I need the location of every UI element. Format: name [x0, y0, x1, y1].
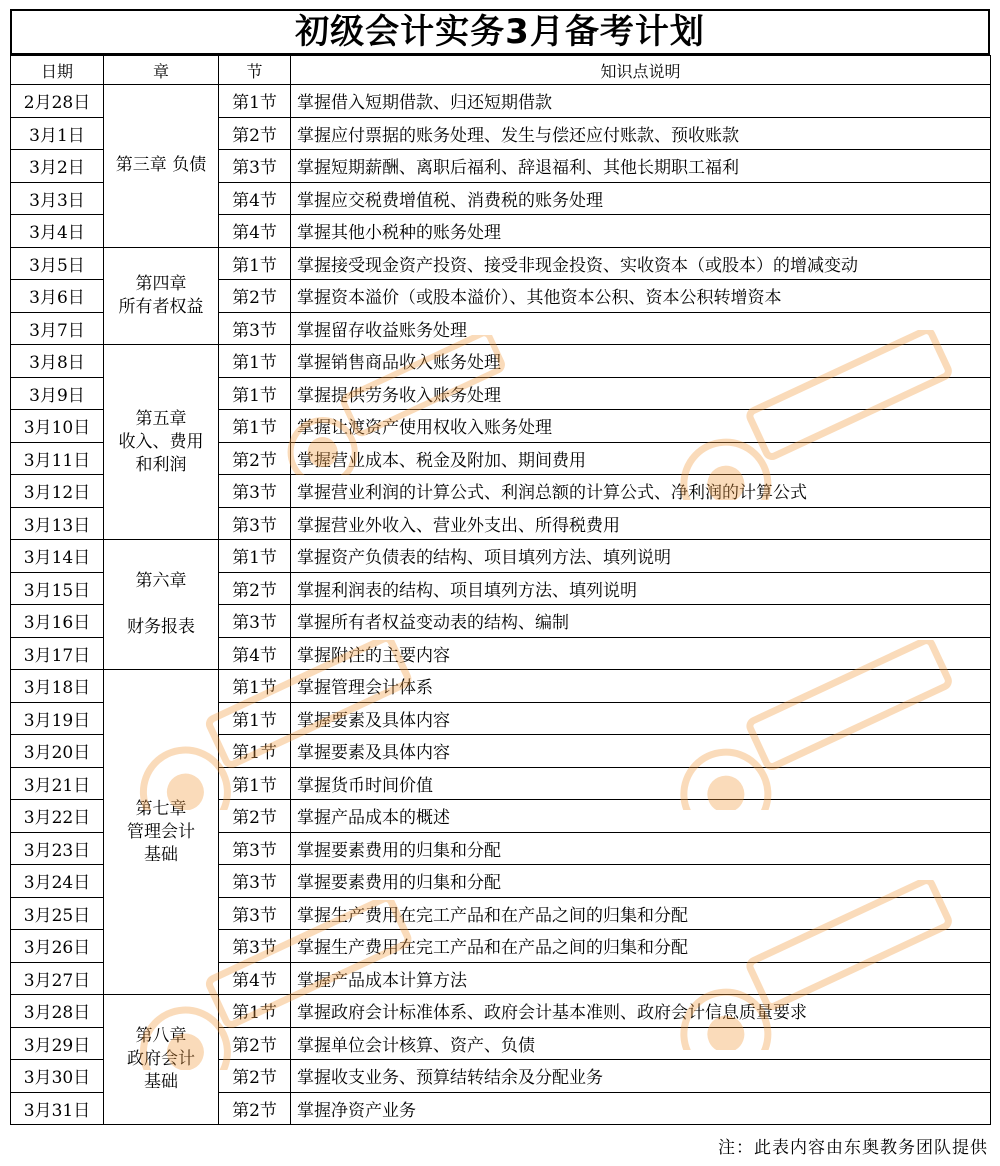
date-cell: 3月4日	[11, 215, 104, 248]
section-cell: 第3节	[219, 150, 291, 183]
date-cell: 3月24日	[11, 865, 104, 898]
table-row	[11, 995, 991, 1028]
page-title: 初级会计实务3月备考计划	[10, 9, 990, 55]
section-cell: 第1节	[219, 377, 291, 410]
chapter-cell	[104, 247, 219, 345]
description-cell: 掌握留存收益账务处理	[291, 312, 991, 345]
date-cell: 3月30日	[11, 1060, 104, 1093]
chapter-cell	[104, 345, 219, 540]
description-cell: 掌握营业成本、税金及附加、期间费用	[291, 442, 991, 475]
section-cell: 第4节	[219, 962, 291, 995]
description-cell: 掌握利润表的结构、项目填列方法、填列说明	[291, 572, 991, 605]
table-row	[11, 540, 991, 573]
description-cell: 掌握要素费用的归集和分配	[291, 865, 991, 898]
plan-sheet	[10, 9, 990, 1125]
date-cell: 3月5日	[11, 247, 104, 280]
description-cell: 掌握营业利润的计算公式、利润总额的计算公式、净利润的计算公式	[291, 475, 991, 508]
date-cell: 3月9日	[11, 377, 104, 410]
chapter-line: 第八章	[135, 1026, 187, 1046]
date-cell: 3月27日	[11, 962, 104, 995]
description-cell: 掌握短期薪酬、离职后福利、辞退福利、其他长期职工福利	[291, 150, 991, 183]
section-cell: 第1节	[219, 995, 291, 1028]
chapter-line: 第三章 负债	[115, 155, 207, 176]
description-cell: 掌握管理会计体系	[291, 670, 991, 703]
date-cell: 3月25日	[11, 897, 104, 930]
description-cell: 掌握销售商品收入账务处理	[291, 345, 991, 378]
date-cell: 3月1日	[11, 117, 104, 150]
section-cell: 第2节	[219, 1027, 291, 1060]
section-cell: 第4节	[219, 637, 291, 670]
chapter-cell	[104, 670, 219, 995]
description-cell: 掌握货币时间价值	[291, 767, 991, 800]
description-cell: 掌握产品成本的概述	[291, 800, 991, 833]
date-cell: 3月23日	[11, 832, 104, 865]
date-cell: 3月20日	[11, 735, 104, 768]
date-cell: 3月15日	[11, 572, 104, 605]
chapter-line: 基础	[144, 844, 178, 865]
section-cell: 第1节	[219, 85, 291, 118]
section-cell: 第3节	[219, 930, 291, 963]
plan-table	[10, 55, 991, 1125]
date-cell: 3月21日	[11, 767, 104, 800]
date-cell: 3月13日	[11, 507, 104, 540]
section-cell: 第3节	[219, 605, 291, 638]
date-cell: 3月17日	[11, 637, 104, 670]
section-cell: 第1节	[219, 410, 291, 443]
description-cell: 掌握生产费用在完工产品和在产品之间的归集和分配	[291, 897, 991, 930]
chapter-cell	[104, 85, 219, 248]
description-cell: 掌握营业外收入、营业外支出、所得税费用	[291, 507, 991, 540]
section-cell: 第3节	[219, 832, 291, 865]
section-cell: 第1节	[219, 247, 291, 280]
description-cell: 掌握收支业务、预算结转结余及分配业务	[291, 1060, 991, 1093]
date-cell: 3月29日	[11, 1027, 104, 1060]
section-cell: 第1节	[219, 670, 291, 703]
date-cell: 3月16日	[11, 605, 104, 638]
section-cell: 第2节	[219, 800, 291, 833]
plan-body	[11, 85, 991, 1125]
chapter-line: 和利润	[135, 454, 187, 475]
description-cell: 掌握接受现金资产投资、接受非现金投资、实收资本（或股本）的增减变动	[291, 247, 991, 280]
section-cell: 第3节	[219, 897, 291, 930]
section-cell: 第4节	[219, 215, 291, 248]
date-cell: 3月11日	[11, 442, 104, 475]
description-cell: 掌握借入短期借款、归还短期借款	[291, 85, 991, 118]
section-cell: 第3节	[219, 865, 291, 898]
chapter-line: 管理会计	[127, 821, 195, 842]
section-cell: 第2节	[219, 1092, 291, 1125]
section-cell: 第1节	[219, 540, 291, 573]
chapter-line: 基础	[144, 1072, 178, 1092]
section-cell: 第3节	[219, 475, 291, 508]
date-cell: 2月28日	[11, 85, 104, 118]
date-cell: 3月31日	[11, 1092, 104, 1125]
chapter-line	[104, 593, 218, 616]
section-cell: 第1节	[219, 702, 291, 735]
description-cell: 掌握所有者权益变动表的结构、编制	[291, 605, 991, 638]
header-date: 日期	[11, 56, 104, 85]
section-cell: 第4节	[219, 182, 291, 215]
description-cell: 掌握其他小税种的账务处理	[291, 215, 991, 248]
chapter-cell	[104, 540, 219, 670]
table-row	[11, 670, 991, 703]
description-cell: 掌握政府会计标准体系、政府会计基本准则、政府会计信息质量要求	[291, 995, 991, 1028]
header-row	[11, 56, 991, 85]
description-cell: 掌握要素及具体内容	[291, 735, 991, 768]
date-cell: 3月3日	[11, 182, 104, 215]
header-section: 节	[219, 56, 291, 85]
date-cell: 3月7日	[11, 312, 104, 345]
description-cell: 掌握要素及具体内容	[291, 702, 991, 735]
chapter-line: 第六章	[135, 571, 187, 591]
section-cell: 第2节	[219, 117, 291, 150]
header-description: 知识点说明	[291, 56, 991, 85]
section-cell: 第1节	[219, 735, 291, 768]
chapter-cell	[104, 995, 219, 1125]
section-cell: 第2节	[219, 572, 291, 605]
description-cell: 掌握资本溢价（或股本溢价）、其他资本公积、资本公积转增资本	[291, 280, 991, 313]
date-cell: 3月14日	[11, 540, 104, 573]
description-cell: 掌握让渡资产使用权收入账务处理	[291, 410, 991, 443]
section-cell: 第1节	[219, 767, 291, 800]
description-cell: 掌握应交税费增值税、消费税的账务处理	[291, 182, 991, 215]
description-cell: 掌握要素费用的归集和分配	[291, 832, 991, 865]
table-row	[11, 345, 991, 378]
date-cell: 3月12日	[11, 475, 104, 508]
date-cell: 3月10日	[11, 410, 104, 443]
section-cell: 第2节	[219, 1060, 291, 1093]
chapter-line: 收入、费用	[118, 431, 204, 452]
chapter-line: 第五章	[135, 408, 187, 429]
chapter-line: 所有者权益	[118, 296, 204, 317]
table-row	[11, 247, 991, 280]
date-cell: 3月8日	[11, 345, 104, 378]
section-cell: 第2节	[219, 442, 291, 475]
section-cell: 第1节	[219, 345, 291, 378]
section-cell: 第3节	[219, 507, 291, 540]
description-cell: 掌握附注的主要内容	[291, 637, 991, 670]
header-chapter: 章	[104, 56, 219, 85]
description-cell: 掌握应付票据的账务处理、发生与偿还应付账款、预收账款	[291, 117, 991, 150]
chapter-line: 财务报表	[127, 617, 195, 637]
date-cell: 3月18日	[11, 670, 104, 703]
description-cell: 掌握净资产业务	[291, 1092, 991, 1125]
date-cell: 3月2日	[11, 150, 104, 183]
section-cell: 第3节	[219, 312, 291, 345]
description-cell: 掌握资产负债表的结构、项目填列方法、填列说明	[291, 540, 991, 573]
source-note: 注：此表内容由东奥教务团队提供	[718, 1138, 988, 1158]
section-cell: 第2节	[219, 280, 291, 313]
date-cell: 3月19日	[11, 702, 104, 735]
description-cell: 掌握生产费用在完工产品和在产品之间的归集和分配	[291, 930, 991, 963]
chapter-line: 第四章	[135, 273, 187, 294]
chapter-line: 政府会计	[127, 1049, 195, 1069]
description-cell: 掌握单位会计核算、资产、负债	[291, 1027, 991, 1060]
description-cell: 掌握提供劳务收入账务处理	[291, 377, 991, 410]
description-cell: 掌握产品成本计算方法	[291, 962, 991, 995]
date-cell: 3月6日	[11, 280, 104, 313]
date-cell: 3月22日	[11, 800, 104, 833]
date-cell: 3月28日	[11, 995, 104, 1028]
chapter-line: 第七章	[135, 798, 187, 819]
date-cell: 3月26日	[11, 930, 104, 963]
table-row	[11, 85, 991, 118]
